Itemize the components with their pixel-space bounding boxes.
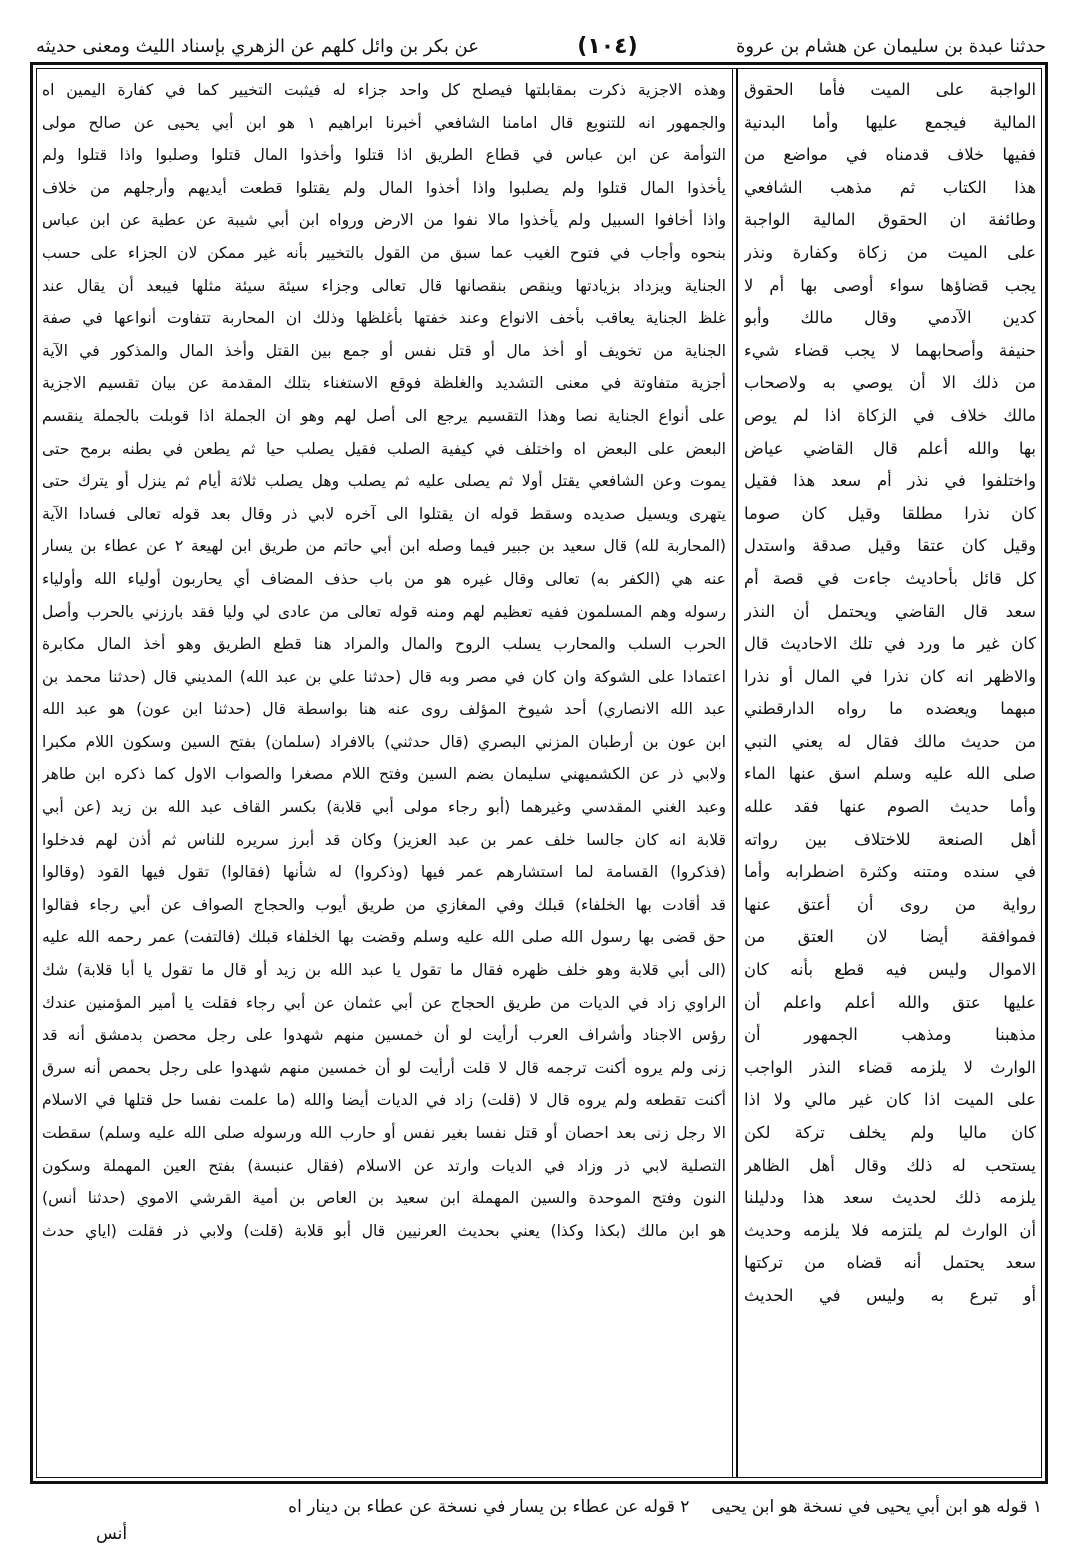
main-text-line: ابن عون بن أرطبان المزني البصري (قال حدثني) بالافراد (سلمان) بفتح السين وسكون اللام مكبرا [42,732,726,751]
side-text-line: مالك خلاف في الزكاة اذا لم يوص [744,405,1036,425]
header-right-text: حدثنا عبدة بن سليمان عن هشام بن عروة [735,35,1046,57]
main-text-line: وهذه الاجزية ذكرت بمقابلتها فيصلح كل واحد جزاء له فيثبت التخيير كما في كفارة اليمين اه [42,81,726,99]
main-text-line: غلظ الجناية يعاقب بأخف الانواع وعند خفتها بأغلظها وذلك ان المحاربة تتفاوت أنواعها في صفة [42,309,726,328]
main-text-line: الا رجل زنى بعد احصان أو قتل نفسا بغير نفس أو حارب الله ورسوله صلى الله عليه وسلم) سقطت [42,1124,726,1142]
side-text-line: عليها عتق والله أعلم واعلم أن [744,992,1036,1012]
main-text-line: على أنواع الجناية نصا وهذا التقسيم يرجع الى أصل لهم وهو ان الجملة اذا قوبلت بالجملة ينقسم [42,406,726,425]
header-left-text: عن بكر بن وائل كلهم عن الزهري بإسناد الليث ومعنى حديثه [36,35,479,57]
main-text-line: الجناية من تخويف أو أخذ مال أو قتل نفس أو جمع بين القتل وأخذ المال والمذكور في الآية [42,341,726,360]
main-text-line: (المحاربة لله) قال سعيد بن جبير فيما وصله ابن أبي حاتم من طريق ابن لهيعة ٢ عن عطاء بن يسار [42,537,726,556]
side-text-line: يستحب له ذلك وقال أهل الظاهر [744,1155,1036,1175]
main-text-line: زنى ولم يروه أكنت ترجمه قال لا قلت أرأيت لو أن خمسين منهم شهدوا على رجل بحمص أنه سرق [42,1058,726,1077]
side-text-line: سعد يحتمل أنه قضاه من تركتها [744,1253,1036,1273]
column-divider [732,68,738,1478]
footnotes [36,1490,1042,1524]
main-commentary-column [42,74,726,1474]
side-text-line: الاموال وليس فيه قطع بأنه كان [744,960,1036,980]
main-text-line: التوأمة عن ابن عباس في قطاع الطريق اذا قتلوا وأخذوا المال قتلوا وصلبوا واذا قتلوا ولم [42,146,726,165]
main-text-line: (الى أبي قلابة وهو خلف ظهره فقال ما تقول يا عبد الله بن زيد أو قال ما تقول يا أبا قلابة) شك [42,961,726,980]
main-text-line: البعض على البعض اه واختلف في كيفية الصلب فقيل يصلب حيا ثم يطعن في بطنه برمح حتى [42,439,726,458]
main-text-line: أكنت تقطعه ولم يروه قال لا (قلت) زاد في الديات أيضا والله (ما علمت نفسا حل قتلها في الاسلام [42,1091,726,1110]
side-text-line: على الميت من زكاة وكفارة ونذر [744,242,1036,262]
main-text-line: النون وفتح الموحدة والسين المهملة ابن سعيد بن العاص بن أمية القرشي الاموي (حدثنا أنس) [42,1189,726,1208]
main-text-line: أجزية متفاوتة في معنى التشديد والغلظة فوقع الاستغناء بتلك المقدمة عن بيان تقسيم الاجزية [42,374,726,393]
main-text-line: حق قضى بها رسول الله صلى الله عليه وسلم وقضت بها الخلفاء قبلك (فالتفت) عمر رحمه الله عليه [42,928,726,947]
side-text-line: واختلفوا في نذر أم سعد هذا فقيل [744,471,1036,491]
side-text-line: المالية فيجمع عليها وأما البدنية [744,112,1036,132]
side-text-line: كان غير ما ورد في تلك الاحاديث قال [744,634,1036,654]
main-text-line: واذا أخافوا السبيل ولم يأخذوا مالا نفوا من الارض ورواه ابن أبي شيبة عن عطية عن ابن عباس [42,211,726,230]
main-text-line: يتهرى ويسيل صديده وسقط قوله ان يقتلوا الى آخره لابي ذر وقال بعد قوله تعالى فسادا الآية [42,504,726,523]
main-text-line: يأخذوا المال قتلوا ولم يصلبوا واذا أخذوا المال ولم يقتلوا قطعت أيديهم وأرجلهم من خلاف [42,178,726,197]
main-text-line: (فذكروا) القسامة لما استشارهم عمر فيها (وذكروا) له شأنها (فقالوا) تقول فيها القود (وقالوا [42,863,726,882]
side-text-line: يجب قضاؤها سواء أوصى بها أم لا [744,275,1036,295]
main-text-line: قلابة انه كان جالسا خلف عمر بن عبد العزيز) وكان قد أبرز سريره للناس ثم أذن لهم فدخلوا [42,830,726,849]
main-text-line: هو ابن مالك (بكذا وكذا) يعني بحديث العرنيين قال أبو قلابة (قلت) ولابي ذر فقلت (اياي حدث [42,1221,726,1240]
side-text-line: مبهما ويعضده ما رواه الدارقطني [744,699,1036,719]
side-text-line: بها والله أعلم قال القاضي عياض [744,438,1036,458]
main-text-line: الحرب السلب والمحارب يسلب الروح والمال والمراد هنا قطع الطريق وهو أخذ المال مكابرة [42,635,726,654]
main-text-line: وعبد الغني المقدسي وغيرهما (أبو رجاء مولى أبي قلابة) بكسر القاف عبد الله بن زيد (عن أبي [42,798,726,817]
side-text-line: أو تبرع به وليس في الحديث [744,1285,1036,1305]
side-text-line: ففيها خلاف قدمناه في مواضع من [744,145,1036,165]
page-header [36,28,1046,64]
footnote-2: ٢ قوله عن عطاء بن يسار في نسخة عن عطاء بن دينار اه [288,1497,690,1517]
side-text-line: الوارث لا يلزمه قضاء النذر الواجب [744,1057,1036,1077]
main-text-line: اعتمادا على الشوكة وان كان في مصر وبه قال (حدثنا علي بن عبد الله) المديني قال (حدثنا محمد بن [42,667,726,686]
side-text-line: أهل الصنعة للاختلاف بين رواته [744,829,1036,849]
footnote-1: ١ قوله هو ابن أبي يحيى في نسخة هو ابن يحيى [711,1497,1042,1517]
side-text-line: يلزمه ذلك لحديث سعد هذا ودليلنا [744,1188,1036,1208]
side-text-line: رواية من روى أن أعتق عنها [744,894,1036,914]
side-text-line: من حديث مالك فقال له يعني النبي [744,731,1036,751]
side-text-line: حنيفة وأصحابهما لا يجب قضاء شيء [744,340,1036,360]
page-number: (١٠٤) [577,33,638,59]
main-text-line: والجمهور انه للتنويع قال امامنا الشافعي أخبرنا ابراهيم ١ هو ابن أبي يحيى عن صالح مولى [42,113,726,132]
side-text-line: كان نذرا مطلقا وقيل كان صوما [744,503,1036,523]
main-text-line: الجناية ويزداد بزيادتها وينقص بنقصانها قال تعالى وجزاء سيئة سيئة مثلها فيبعد أن يقال عند [42,276,726,295]
side-text-line: الواجبة على الميت فأما الحقوق [744,80,1036,99]
main-text-line: رسوله وهم المسلمون ففيه تعظيم لهم ومنه قوله تعالى من عادى لي وليا فقد بارزني بالحرب وأصل [42,602,726,621]
main-text-line: عبد الله الانصاري) أحد شيوخ المؤلف روى عنه هنا بواسطة قال (حدثنا ابن عون) هو عبد الله [42,700,726,719]
side-text-line: على الميت اذا كان غير مالي ولا اذا [744,1090,1036,1110]
main-text-line: التصلية لابي ذر وزاد في الديات وارتد عن الاسلام (فقال عنبسة) بفتح العين المهملة وسكون [42,1156,726,1175]
side-text-line: كان ماليا ولم يخلف تركة لكن [744,1123,1036,1142]
side-text-line: سعد قال القاضي ويحتمل أن النذر [744,601,1036,621]
side-text-line: كل قائل بأحاديث جاءت في قصة أم [744,568,1036,588]
side-text-line: من ذلك الا أن يوصي به ولاصحاب [744,373,1036,393]
side-text-line: فموافقة أيضا لان العتق من [744,927,1036,947]
main-text-line: ولابي ذر عن الكشميهني سليمان بضم السين وفتح اللام مصغرا والصواب الاول كما ذكره ابن طاهر [42,765,726,784]
side-text-line: وأما حديث الصوم عنها فقد علله [744,797,1036,817]
main-text-line: الراوي زاد في الديات من طريق الحجاج عن أبي عثمان عن أبي رجاء فقلت يا أمير المؤمنين عندك [42,993,726,1012]
side-text-line: والاظهر انه كان نذرا في المال أو نذرا [744,666,1036,686]
side-text-line: هذا الكتاب ثم مذهب الشافعي [744,177,1036,197]
side-text-line: في سنده ومتنه وكثرة اضطرابه وأما [744,862,1036,882]
main-text-line: رؤس الاجناد وأشراف العرب أرأيت لو أن خمسين منهم شهدوا على رجل محصن بدمشق أنه قد [42,1026,726,1045]
side-text-line: أن الوارث لم يلتزمه فلا يلزمه وحديث [744,1220,1036,1240]
side-text-line: وقيل كان عتقا وقيل صدقة واستدل [744,536,1036,556]
main-text-line: قد أقادت بها الخلفاء) قبلك وفي المغازي من طريق أيوب والحجاج الصواف عن أبي رجاء فقالوا [42,895,726,914]
catchword: أنس [96,1524,128,1544]
side-commentary-column [744,74,1036,1474]
main-text-line: عنه هي (الكفر به) تعالى وقال غيره هو من باب حذف المضاف أي يحاربون أولياء الله وأولياء [42,569,726,588]
side-text-line: وطائفة ان الحقوق المالية الواجبة [744,210,1036,230]
main-text-line: بنحوه وأجاب في فتوح الغيب عما سبق من القول بالتخيير بأنه غير ممكن لان الجزاء على حسب [42,243,726,262]
main-text-line: يموت وعن الشافعي يقتل أولا ثم يصلى عليه ثم يصلب وهل يصلب ثلاثة أيام ثم ينزل أو يترك حتى [42,472,726,491]
side-text-line: كدين الآدمي وقال مالك وأبو [744,308,1036,328]
side-text-line: صلى الله عليه وسلم اسق عنها الماء [744,764,1036,784]
side-text-line: مذهبنا ومذهب الجمهور أن [744,1025,1036,1045]
